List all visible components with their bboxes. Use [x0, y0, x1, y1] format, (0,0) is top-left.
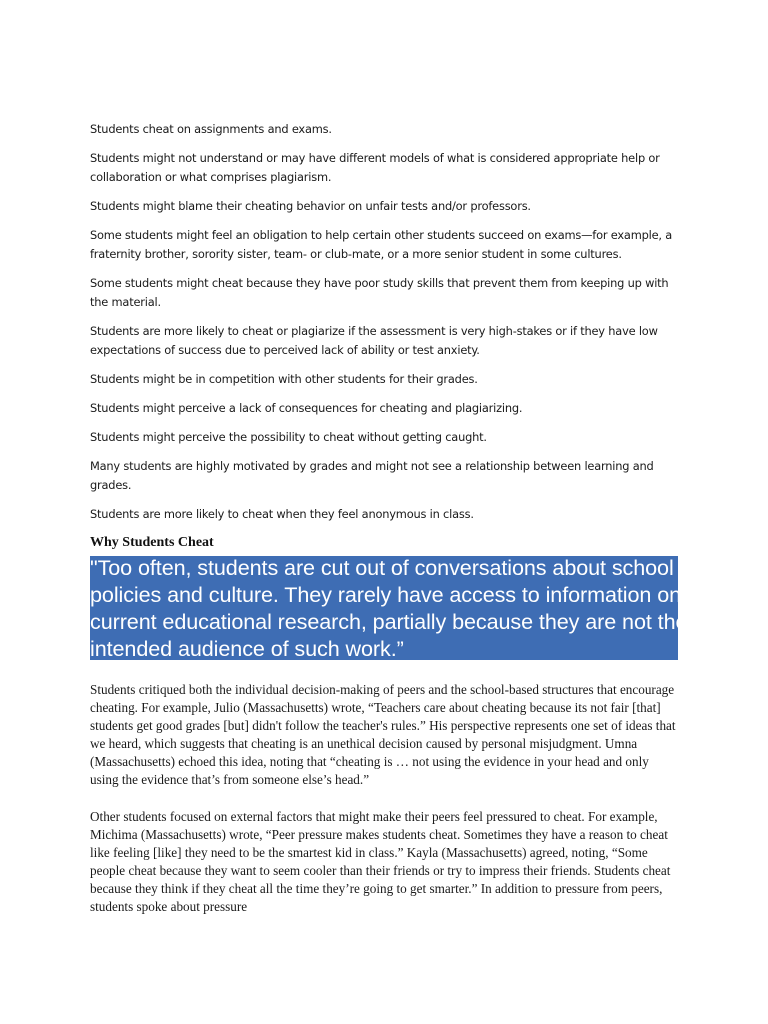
reason-item: Many students are highly motivated by grades and might not see a relationship between learning and grades. [90, 459, 654, 492]
reason-item: Some students might feel an obligation to help certain other students succeed on exams—for example, a fraternity brother, sorority sister, team- or club-mate, or a more senior student in some cultures. [90, 228, 673, 261]
reason-item: Students might be in competition with other students for their grades. [90, 372, 478, 386]
section-heading: Why Students Cheat [90, 535, 214, 550]
reason-item: Students might not understand or may have different models of what is considered appropriate help or collaboration or what comprises plagiarism. [90, 151, 660, 184]
body-paragraph: Students critiqued both the individual decision-making of peers and the school-based structures that encourage cheating. For example, Julio (Massachusetts) wrote, “Teachers care about cheating because its not fair [that] students get good grades [but] didn't follow the teacher's rules.” His perspective represents one set of ideas that we heard, which suggests that cheating is an unethical decision caused by personal misjudgment. Umna (Massachusetts) echoed this idea, noting that “cheating is … not using the evidence in your head and only using the evidence that’s from someone else’s head.” [90, 682, 676, 788]
pull-quote: "Too often, students are cut out of conversations about school policies and culture. They rarely have access to information on current educational research, partially because they are not the intended audience of such work.” [90, 555, 688, 661]
article-body [90, 681, 680, 934]
reason-item: Students are more likely to cheat when they feel anonymous in class. [90, 507, 474, 521]
body-paragraph: Other students focused on external factors that might make their peers feel pressured to cheat. For example, Michima (Massachusetts) wrote, “Peer pressure makes students cheat. Sometimes they have a reason to cheat like feeling [like] they need to be the smartest kid in class.” Kayla (Massachusetts) agreed, noting, “Some people cheat because they want to seem cooler than their friends or try to impress their friends. Students cheat because they think if they cheat all the time they’re going to get smarter.” In addition to pressure from peers, students spoke about pressure [90, 808, 671, 915]
reason-item: Students are more likely to cheat or plagiarize if the assessment is very high-stakes or if they have low expectations of success due to perceived lack of ability or test anxiety. [90, 324, 658, 357]
reason-item: Some students might cheat because they have poor study skills that prevent them from keeping up with the material. [90, 276, 669, 309]
reasons-list [90, 120, 680, 534]
reason-item: Students might perceive the possibility to cheat without getting caught. [90, 430, 487, 444]
reason-item: Students might perceive a lack of consequences for cheating and plagiarizing. [90, 401, 523, 415]
reason-item: Students cheat on assignments and exams. [90, 122, 332, 136]
reason-item: Students might blame their cheating behavior on unfair tests and/or professors. [90, 199, 531, 213]
